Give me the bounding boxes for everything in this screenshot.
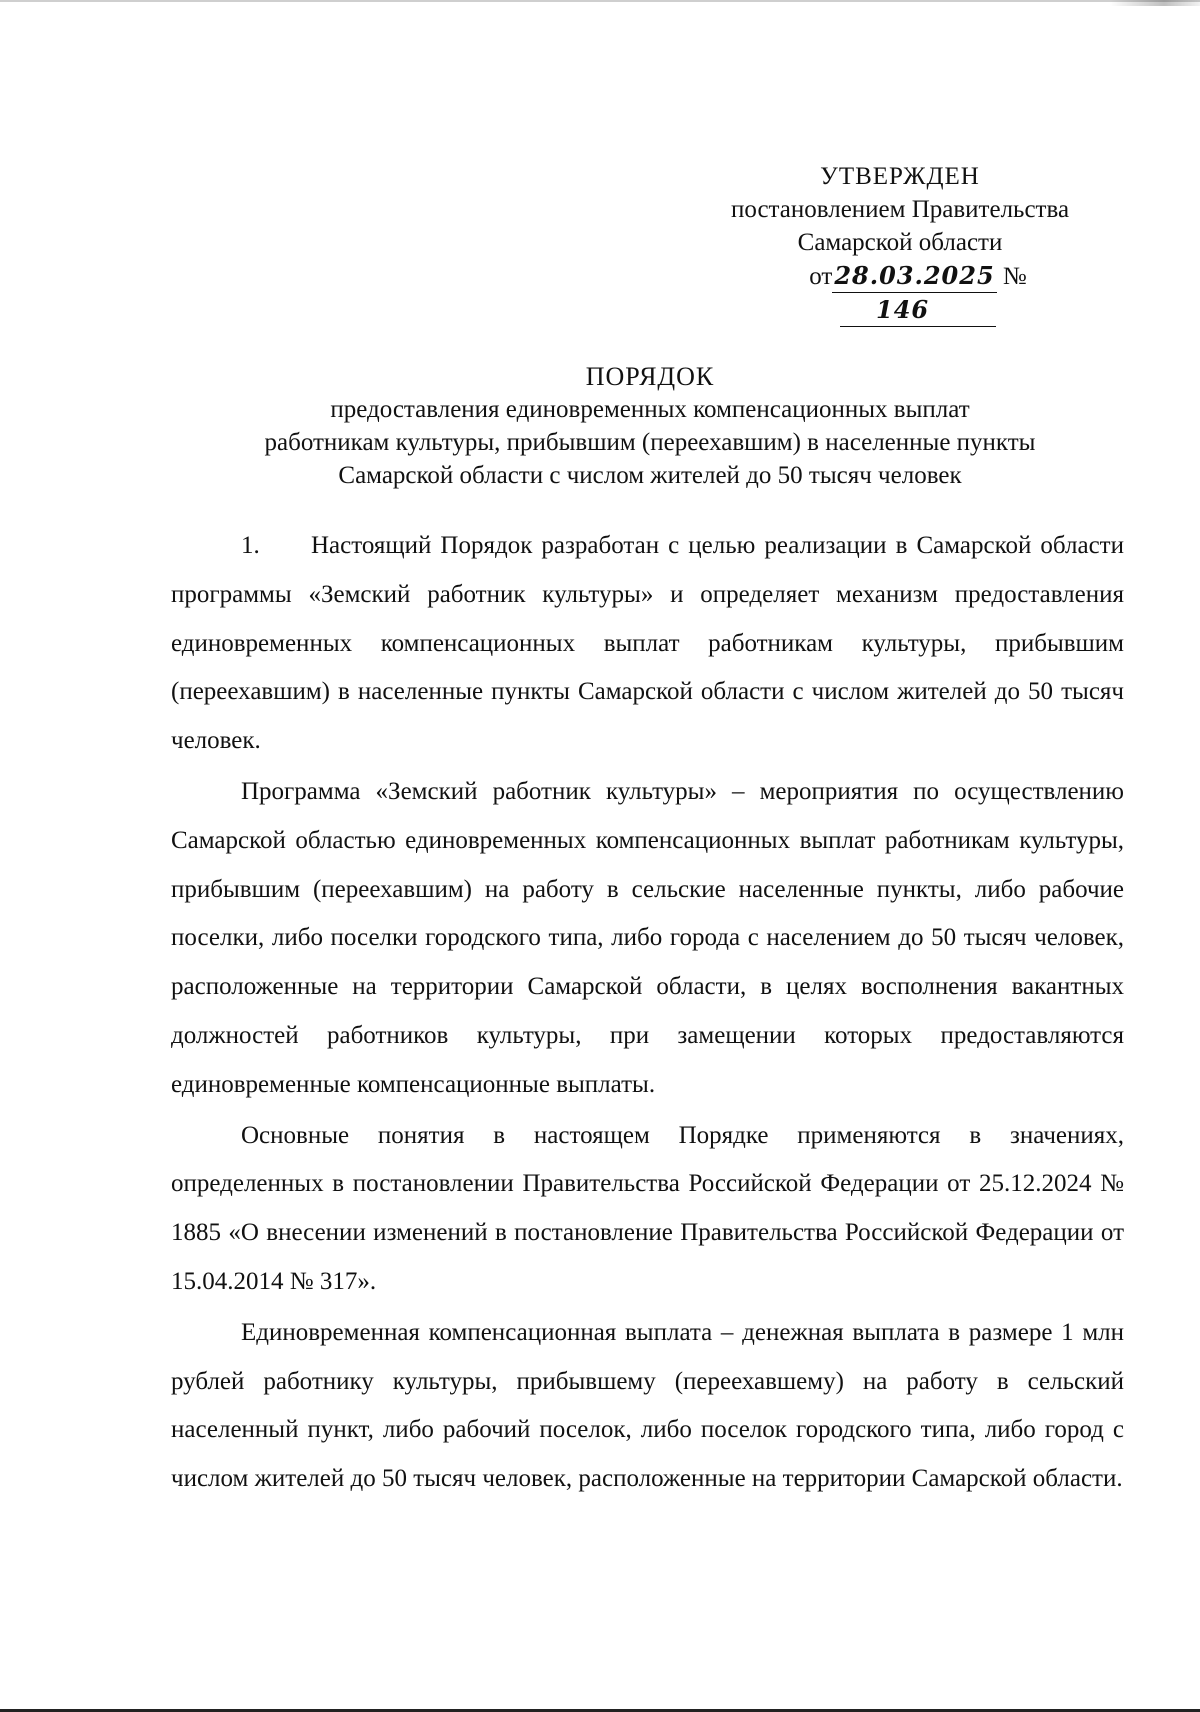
handwritten-number: 146: [840, 293, 996, 327]
scan-edge-top: [0, 0, 1200, 2]
title-heading: ПОРЯДОК: [585, 362, 715, 391]
paragraph-1: [171, 522, 1124, 766]
approval-line-1: постановлением Правительства: [730, 196, 1070, 223]
scan-smudge: [1110, 0, 1200, 6]
approval-stamp-block: [700, 160, 1100, 327]
title-line-2: работникам культуры, прибывшим (переехавшим) в населенные пункты: [264, 429, 1036, 456]
approval-line-2: Самарской области: [797, 229, 1003, 256]
paragraph-2: Программа «Земский работник культуры» – мероприятия по осуществлению Самарской областью единовременных компенсационных выплат работникам культуры, прибывшим (переехавшим) на работу в сельские населенные пункты, либо рабочие поселки, либо поселки городского типа, либо города с населением до 50 тысяч человек, расположенные на территории Самарской области, в целях восполнения вакантных должностей работников культуры, при замещении которых предоставляются единовременные компенсационные выплаты.: [171, 777, 1124, 1098]
paragraph-4: Единовременная компенсационная выплата – денежная выплата в размере 1 млн рублей работнику культуры, прибывшему (переехавшему) на работу в сельский населенный пункт, либо рабочий поселок, либо поселок городского типа, либо город с числом жителей до 50 тысяч человек, расположенные на территории Самарской области.: [171, 1318, 1124, 1493]
title-line-1: предоставления единовременных компенсационных выплат: [330, 396, 970, 423]
paragraph-1-text: Настоящий Порядок разработан с целью реализации в Самарской области программы «Земский работник культуры» и определяет механизм предоставления единовременных компенсационных выплат работникам культуры, прибывшим (переехавшим) в населенные пункты Самарской области с числом жителей до 50 тысяч человек.: [171, 532, 1124, 755]
number-sign: №: [1002, 263, 1027, 290]
document-title: [170, 360, 1130, 492]
approval-date-number-line: [736, 259, 1100, 327]
approved-label: УТВЕРЖДЕН: [820, 163, 980, 190]
paragraph-1-number: 1.: [241, 532, 260, 559]
document-body: [171, 522, 1124, 1504]
title-line-3: Самарской области с числом жителей до 50 тысяч человек: [338, 462, 962, 489]
paragraph-3: Основные понятия в настоящем Порядке применяются в значениях, определенных в постановлении Правительства Российской Федерации от 25.12.2024 № 1885 «О внесении изменений в постановление Правительства Российской Федерации от 15.04.2014 № 317».: [171, 1121, 1124, 1295]
from-prefix: от: [809, 263, 833, 290]
handwritten-date: 28.03.2025: [832, 259, 996, 293]
